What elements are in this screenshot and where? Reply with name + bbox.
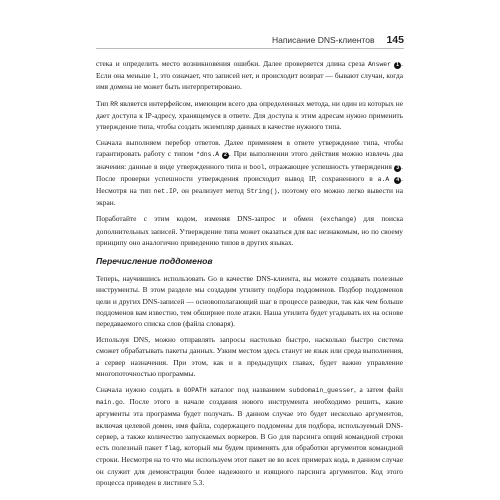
section-heading: Перечисление поддоменов <box>96 256 213 267</box>
text-run: каталог под названием <box>206 385 289 395</box>
text-run: . Несмотря на тип <box>96 173 403 196</box>
paragraph-1 <box>96 58 403 93</box>
running-title: Написание DNS-клиентов <box>271 35 375 45</box>
inline-code: RR <box>110 100 118 108</box>
running-header <box>96 32 404 49</box>
text-run: является интерфейсом, имеющим всего два определенных метода, ни один из которых не дает доступа к IP-адресу, хранящемуся в ответе. Для доступа к этим адресам нужно применить утверждение типа, чтобы создать экземпляр данных в качестве нужного типа. <box>96 98 403 132</box>
text-run: , а затем файл <box>353 385 403 395</box>
paragraph-4 <box>96 213 403 248</box>
inline-code: subdomain_guesser <box>288 387 354 395</box>
inline-code: main.go <box>96 399 123 407</box>
text-run: . Если она меньше 1, это означает, что записей нет, и происходит возврат — бывают случаи, когда имя домена не может быть интерпретировано. <box>96 59 403 92</box>
text-run: , отражающее успешность утверждения <box>264 161 395 171</box>
paragraph-5: Теперь, научившись использовать Go в качестве DNS-клиента, вы можете создавать полезные инструменты. В этом разделе мы создадим утилиту подбора поддоменов. Подбор поддоменов цели и других DNS-записей — основополагающий шаг в процессе разведки, так как чем больше поддоменов вам известно, тем обширнее поле атаки. Наша утилита будет угадывать их на основе передаваемого списка слов (файла словаря). <box>96 274 403 329</box>
inline-code: GOPATH <box>183 387 207 395</box>
text-run: ) для поиска дополнительных записей. Утверждение типа может оказаться для вас незнакомым, но по своему принципу оно аналогично приведению типов в других языках. <box>96 214 403 247</box>
paragraph-2 <box>96 98 403 133</box>
callout-marker-icon: 4 <box>394 177 401 184</box>
inline-code: exchange <box>322 216 354 224</box>
inline-code: *dns.A <box>196 151 220 159</box>
text-run: Сначала нужно создать в <box>96 385 184 395</box>
callout-marker-icon: 1 <box>394 62 401 69</box>
page-body <box>96 58 403 488</box>
inline-code: Answer <box>367 61 391 68</box>
inline-code: String() <box>246 188 278 196</box>
text-run: Тип <box>96 98 111 108</box>
paragraph-6: Используя DNS, можно отправлять запросы настолько быстро, насколько быстро система сможет обрабатывать пакеты данных. Узким местом здесь станут не язык или среда выполнения, а сервер назначения. При этом, как и в предыдущих главах, будет важно управление многопоточностью программы. <box>96 335 403 378</box>
text-run: , который мы будем применять для обработки аргументов командной строки. Несмотря на то что мы используем этот пакет не во всех примерах кода, в данном случае он служит для демонстрации более надежного и изящного парсинга аргументов. Код этого процесса приведен в листинге 5.3. <box>96 443 404 487</box>
text-run: , он реализует метод <box>176 186 247 196</box>
inline-code: a.A <box>377 175 390 183</box>
callout-marker-icon: 3 <box>394 165 401 172</box>
text-run: Поработайте с этим кодом, изменяя DNS-запрос и обмен ( <box>96 214 323 224</box>
callout-marker-icon: 2 <box>222 152 229 159</box>
text-run: . После проверки успешности утверждения происходит вывод IP, сохраненного в <box>96 161 403 183</box>
text-run: стека и определить место возникновения ошибки. Далее проверяется длина среза <box>96 59 368 68</box>
inline-code: flag <box>164 445 180 453</box>
text-run: Сначала выполняем перебор ответов. Далее применяем в ответе утверждение типа, чтобы гарантировать работу с типом <box>96 138 403 159</box>
page-number: 145 <box>386 34 404 46</box>
text-run: . После этого в начале создания нового инструмента необходимо решить, какие аргументы эта программа будет получать. В данном случае это будет несколько аргументов, включая целевой домен, имя файла, содержащего поддомены для подбора, используемый DNS-сервер, а также количество запускаемых воркеров. В Go для парсинга опций командной строки есть полезный пакет <box>96 397 403 453</box>
text-run: , поэтому его можно легко вывести на экран. <box>96 186 403 208</box>
paragraph-7 <box>96 384 403 488</box>
text-run: . При выполнении этого действия можно извлечь два значения: данные в виде утвержденного типа и <box>96 149 403 171</box>
paragraph-3 <box>96 137 403 208</box>
inline-code: net.IP <box>153 188 177 196</box>
inline-code: bool <box>249 163 265 171</box>
